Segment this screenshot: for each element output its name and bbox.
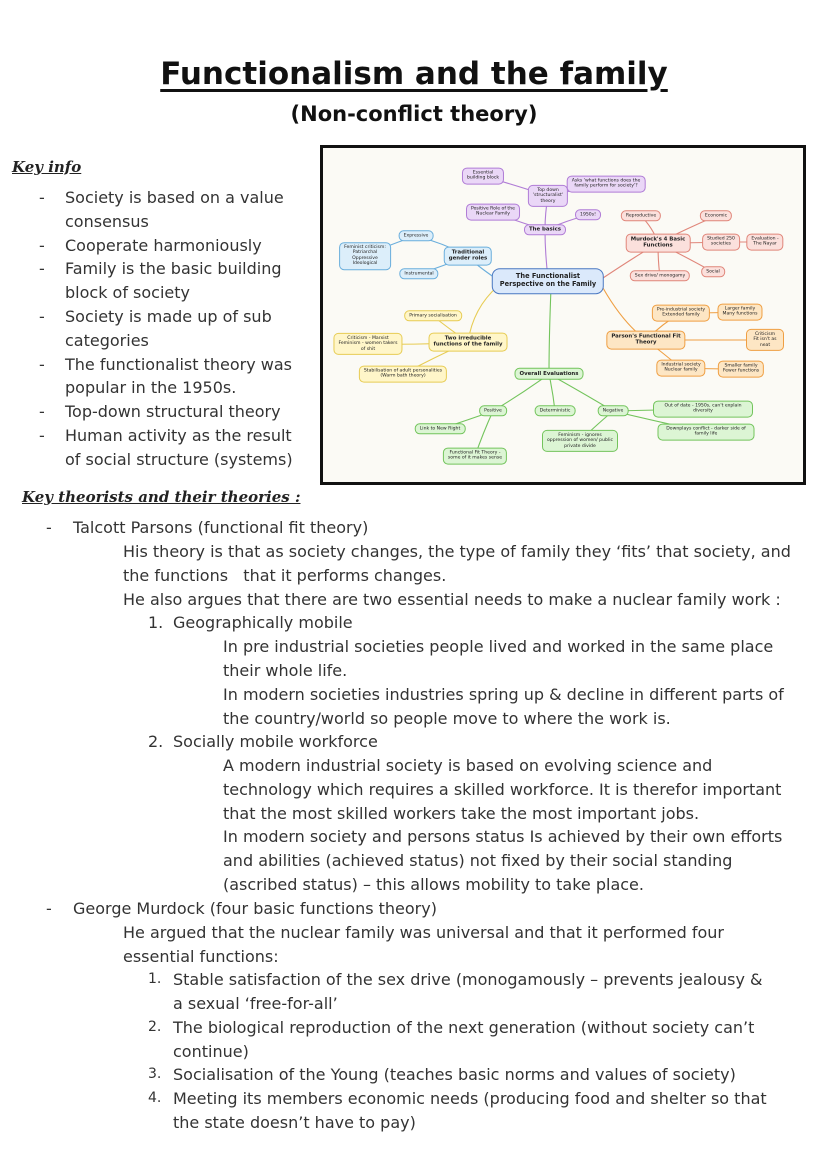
parsons-need-paragraph: A modern industrial society is based on evolving science and technology which requires a skilled workforce. It is therefor important that the most skilled workers take the most important jobs.	[223, 756, 787, 823]
mind-map-node: Downplays conflict - darker side of family life	[658, 424, 755, 441]
mind-map-node: Criticism Fit isn't as neat	[746, 329, 784, 351]
parsons-paragraph: He also argues that there are two essential needs to make a nuclear family work :	[123, 590, 781, 609]
mind-map-node: Smaller family Fewer functions	[718, 361, 764, 378]
mind-map-node: Asks 'what functions does the family perform for society'?	[567, 176, 646, 193]
mind-map-node: Overall Evaluations	[515, 368, 584, 380]
theorist-parsons: Talcott Parsons (functional fit theory)	[73, 518, 369, 537]
mind-map-node: Larger family Many functions	[717, 304, 762, 321]
mind-map-node: Deterministic	[535, 405, 576, 416]
mind-map-node: Evaluation - The Nayar	[746, 234, 783, 251]
key-theorists-heading: Key theorists and their theories :	[22, 488, 301, 506]
list-number: 4.	[148, 1090, 162, 1106]
list-number: 2.	[148, 1019, 162, 1035]
list-number: 3.	[148, 1066, 162, 1082]
list-item: - Society is made up of sub categories	[38, 305, 300, 353]
mind-map-node: The basics	[524, 224, 566, 235]
page-subtitle: (Non-conflict theory)	[290, 102, 538, 126]
mind-map-node: Industrial society Nuclear family	[656, 360, 705, 377]
list-item: - The functionalist theory was popular in the 1950s.	[38, 353, 300, 401]
list-item: - Top-down structural theory	[38, 400, 300, 424]
theorist-murdock: George Murdock (four basic functions theory)	[73, 899, 437, 918]
list-item: - Society is based on a value consensus	[38, 186, 300, 234]
mind-map-node: Primary socialisation	[404, 310, 462, 321]
mind-map-node: 1950s!	[575, 209, 601, 220]
mind-map-node: Feminism - ignores oppression of women/ public private divide	[542, 430, 618, 452]
mind-map-node: Out of date - 1950s, can't explain diversity	[653, 401, 753, 418]
mind-map-node: Instrumental	[399, 268, 438, 279]
mind-map-node: Two irreducible functions of the family	[429, 333, 508, 352]
mind-map-node: Essential building block	[462, 168, 504, 185]
mind-map-node: Feminist criticism: Patriarchal Oppressive Ideological	[339, 242, 391, 270]
parsons-need-title: Geographically mobile	[173, 613, 353, 632]
key-info-list	[38, 186, 300, 472]
mind-map-node: Expressive	[399, 230, 434, 241]
mind-map-image	[320, 145, 806, 485]
mind-map-node: Stabilisation of adult personalities (Warm bath theory)	[359, 366, 447, 383]
murdock-function: The biological reproduction of the next generation (without society can’t continue)	[173, 1018, 760, 1061]
murdock-function: Socialisation of the Young (teaches basic norms and values of society)	[173, 1065, 736, 1084]
list-item: - Family is the basic building block of society	[38, 257, 300, 305]
mind-map-node: Parson's Functional Fit Theory	[606, 331, 685, 350]
mind-map-node: Pre-industrial society Extended family	[652, 305, 710, 322]
mind-map-node: Sex drive/ monogamy	[630, 270, 690, 281]
parsons-need-title: Socially mobile workforce	[173, 732, 378, 751]
mind-map-node: Positive	[479, 405, 507, 416]
list-number: 1.	[148, 613, 164, 632]
mind-map-node: Functional Fit Theory - some of it makes sense	[443, 448, 507, 465]
mind-map-node: Criticism - Marxist Feminism - women takers of shit	[333, 333, 402, 355]
parsons-need-paragraph: In modern society and persons status Is achieved by their own efforts and abilities (achieved status) not fixed by their social standing (ascribed status) – this allows mobility to take place.	[223, 827, 788, 894]
bullet-dash: -	[46, 899, 52, 918]
parsons-need-paragraph: In modern societies industries spring up & decline in different parts of the country/world so people move to where the work is.	[223, 685, 789, 728]
list-item: - Cooperate harmoniously	[38, 234, 300, 258]
mind-map-node: Positive Role of the Nuclear Family	[466, 204, 520, 221]
mind-map-node: Economic	[700, 210, 732, 221]
mind-map-node: Negative	[598, 405, 629, 416]
mind-map-node: Studied 250 societies	[702, 234, 740, 251]
mind-map-node: Top down 'structuralist' theory	[528, 185, 568, 207]
list-number: 2.	[148, 732, 164, 751]
parsons-paragraph: His theory is that as society changes, the type of family they ‘fits’ that society, and the functions that it performs changes.	[123, 542, 796, 585]
mind-map-node: Traditional gender roles	[444, 247, 492, 266]
mind-map-node: Social	[701, 266, 725, 277]
key-info-heading: Key info	[12, 158, 82, 176]
mind-map-node: Reproductive	[621, 210, 661, 221]
page-title: Functionalism and the family	[160, 56, 668, 92]
list-number: 1.	[148, 971, 162, 987]
parsons-need-paragraph: In pre industrial societies people lived and worked in the same place their whole life.	[223, 637, 779, 680]
murdock-function: Meeting its members economic needs (producing food and shelter so that the state doesn’t have to pay)	[173, 1089, 772, 1132]
murdock-function: Stable satisfaction of the sex drive (monogamously – prevents jealousy & a sexual ‘free-for-all’	[173, 970, 768, 1013]
bullet-dash: -	[46, 518, 52, 537]
murdock-intro: He argued that the nuclear family was universal and that it performed four essential functions:	[123, 923, 730, 966]
mind-map-center-node: The Functionalist Perspective on the Family	[492, 268, 604, 294]
mind-map-node: Murdock's 4 Basic Functions	[626, 234, 691, 253]
list-item: - Human activity as the result of social structure (systems)	[38, 424, 300, 472]
mind-map-node: Link to New Right	[415, 423, 466, 434]
